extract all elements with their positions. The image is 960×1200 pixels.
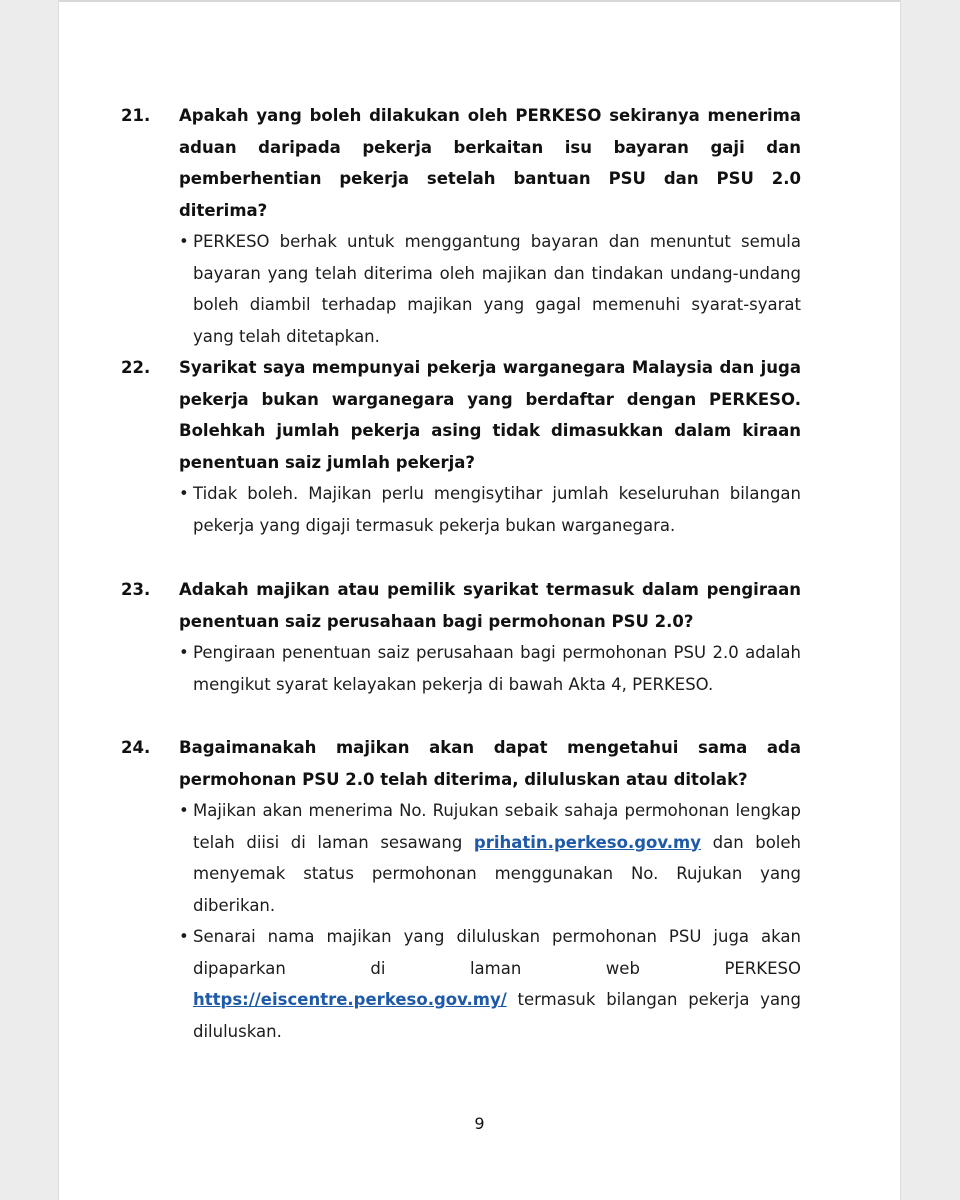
question-text: Apakah yang boleh dilakukan oleh PERKESO sekiranya menerima aduan daripada pekerja berkaitan isu bayaran gaji dan pemberhentian pekerja setelah bantuan PSU dan PSU 2.0 diterima? — [179, 106, 801, 220]
answer-text: Tidak boleh. Majikan perlu mengisytihar jumlah keseluruhan bilangan pekerja yang digaji termasuk pekerja bukan warganegara. — [193, 484, 801, 535]
question-number: 21. — [121, 106, 151, 125]
faq-item-21 — [121, 100, 801, 352]
question-text: Syarikat saya mempunyai pekerja warganegara Malaysia dan juga pekerja bukan warganegara yang berdaftar dengan PERKESO. Bolehkah jumlah pekerja asing tidak dimasukkan dalam kiraan penentuan saiz jumlah pekerja? — [179, 358, 801, 472]
answer-text-after-link: dan boleh menyemak status permohonan menggunakan No. Rujukan yang diberikan. — [193, 832, 801, 915]
bullet-icon: • — [179, 484, 189, 503]
faq-item-22 — [121, 352, 801, 541]
document-page — [58, 0, 901, 1200]
answer-text: Pengiraan penentuan saiz perusahaan bagi permohonan PSU 2.0 adalah mengikut syarat kelayakan pekerja di bawah Akta 4, PERKESO. — [193, 643, 801, 694]
answer-bullet — [179, 226, 801, 352]
question-number: 24. — [121, 738, 151, 757]
answer-bullet — [179, 795, 801, 921]
answer-bullet — [179, 921, 801, 1047]
answer-bullet — [179, 478, 801, 541]
answer-bullet — [179, 637, 801, 700]
question-number: 22. — [121, 358, 151, 377]
eiscentre-link[interactable]: https://eiscentre.perkeso.gov.my/ — [193, 990, 507, 1009]
prihatin-link[interactable]: prihatin.perkeso.gov.my — [473, 832, 702, 852]
faq-item-24 — [121, 732, 801, 1047]
bullet-icon: • — [179, 927, 189, 946]
answer-text-before-link: Majikan akan menerima No. Rujukan sebaik sahaja permohonan lengkap telah diisi di laman sesawang — [193, 801, 801, 852]
question-text: Bagaimanakah majikan akan dapat mengetahui sama ada permohonan PSU 2.0 telah diterima, diluluskan atau ditolak? — [179, 738, 801, 789]
question-text: Adakah majikan atau pemilik syarikat termasuk dalam pengiraan penentuan saiz perusahaan bagi permohonan PSU 2.0? — [179, 580, 801, 631]
faq-item-23 — [121, 574, 801, 700]
question-number: 23. — [121, 580, 151, 599]
answer-text: PERKESO berhak untuk menggantung bayaran dan menuntut semula bayaran yang telah diterima oleh majikan dan tindakan undang-undang boleh diambil terhadap majikan yang gagal memenuhi syarat-syarat yang telah ditetapkan. — [193, 232, 801, 346]
answer-text-before-link: Senarai nama majikan yang diluluskan permohonan PSU juga akan dipaparkan di laman web PERKESO — [193, 927, 801, 978]
bullet-icon: • — [179, 801, 189, 820]
bullet-icon: • — [179, 643, 189, 662]
page-number: 9 — [474, 1114, 485, 1133]
bullet-icon: • — [179, 232, 189, 251]
page-top-edge — [59, 0, 900, 2]
answer-text-after-link: termasuk bilangan pekerja yang diluluskan. — [193, 990, 801, 1041]
